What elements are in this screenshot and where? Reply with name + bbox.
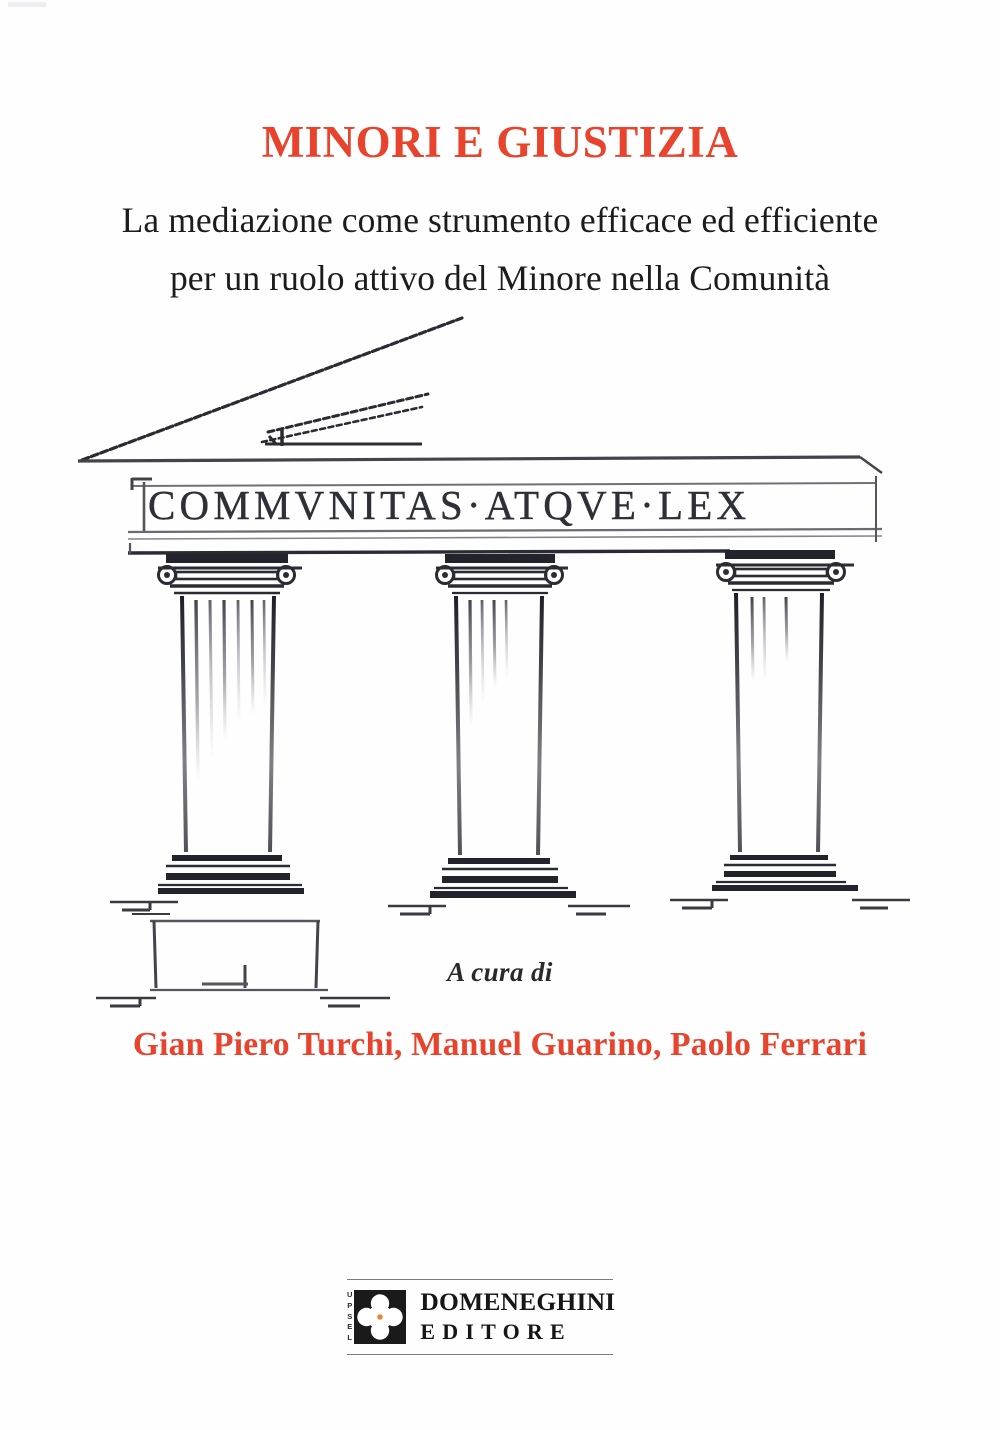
imprint-letter-l: L [347, 1332, 352, 1342]
page-title: MINORI E GIUSTIZIA [261, 117, 739, 167]
title-block [0, 118, 1000, 168]
imprint-letter-s: S [347, 1311, 353, 1321]
inscription-text: COMMVNITAS·ATQVE·LEX [148, 482, 751, 528]
temple-illustration [70, 310, 930, 1010]
column-left [96, 554, 390, 1006]
publisher-kind: EDITORE [420, 1318, 572, 1344]
pediment-lines [82, 318, 462, 460]
imprint-upsel-vertical [347, 1289, 352, 1345]
editor-credit-label: A cura di [447, 957, 553, 987]
authors-line: Gian Piero Turchi, Manuel Guarino, Paolo Ferrari [132, 1026, 868, 1063]
publisher-logo-inner [347, 1285, 616, 1349]
publisher-name: DOMENEGHINI [420, 1286, 616, 1316]
subtitle-line-2: per un ruolo attivo del Minore nella Comunità [169, 257, 831, 298]
scan-artifact [8, 2, 46, 7]
subtitle [0, 192, 1000, 307]
publisher-rule-top [347, 1279, 613, 1280]
imprint-letter-u: U [347, 1290, 353, 1300]
subtitle-line-1: La mediazione come strumento efficace ed efficiente [121, 200, 879, 240]
publisher-logo [347, 1279, 616, 1355]
imprint-letter-p: P [347, 1301, 353, 1311]
publisher-rule-bottom [347, 1354, 613, 1355]
column-right [670, 550, 910, 908]
column-middle [388, 554, 630, 914]
publisher-wordmark [420, 1286, 616, 1345]
temple-engraving-svg [70, 310, 930, 1010]
architrave-inscription [148, 482, 750, 528]
quatrefoil-flower-icon [354, 1290, 406, 1344]
imprint-letter-e: E [347, 1322, 353, 1332]
